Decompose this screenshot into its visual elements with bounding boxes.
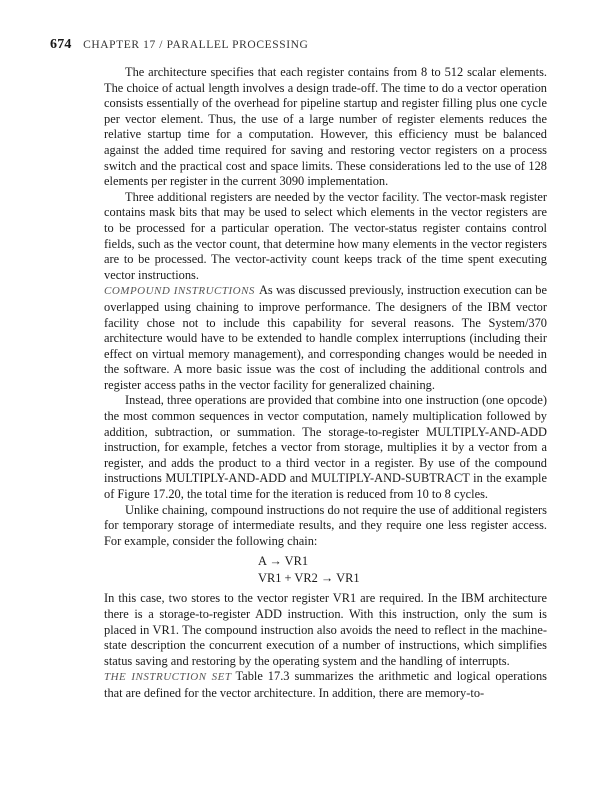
page-number: 674 [50,37,72,52]
chain-line-2: VR1 + VR2 → VR1 [258,571,360,586]
paragraph-compound-operations: Instead, three operations are provided that combine into one instruction (one opcode) the most common sequences in vector computation, namely multiplication followed by addition, subtraction, or summation. The storage-to-register MULTIPLY-AND-ADD instruction, for example, fetches a vector from storage, multiplies it by a vector from a register, and adds the product to a third vector in a register. By use of the compound instructions MULTIPLY-AND-ADD and MULTIPLY-AND-SUBTRACT in the example of Figure 17.20, the total time for the iteration is reduced from 10 to 8 cycles. [104,393,547,502]
paragraph-additional-registers: Three additional registers are needed by the vector facility. The vector-mask register contains mask bits that may be used to select which elements in the vector registers are to be processed for a particular operation. The vector-status register contains control fields, such as the vector count, that determine how many elements in the vector registers are to be processed. The vector-activity count keeps track of the time spent executing vector instructions. [104,189,547,282]
section-instruction-set [104,669,547,701]
chain-example [104,553,547,587]
section-compound-instructions [104,283,547,393]
paragraph-two-stores: In this case, two stores to the vector register VR1 are required. In the IBM architecture there is a storage-to-register ADD instruction. With this instruction, only the sum is placed in VR1. The compound instruction also avoids the need to reflect in the machine-state description the concurrent execution of a number of instructions, which simplifies status saving and restoring by the operating system and the handling of interrupts. [104,591,547,668]
paragraph-instruction-set: Table 17.3 summarizes the arithmetic and logical operations that are defined for the vector architecture. In addition, there are memory-to- [104,669,547,700]
paragraph-register-length: The architecture specifies that each register contains from 8 to 512 scalar elements. The choice of actual length involves a design trade-off. The time to do a vector operation consists essentially of the overhead for pipeline startup and register filling plus one cycle per vector element. Thus, the use of a large number of register elements reduces the relative startup time for a computation. However, this efficiency must be balanced against the added time required for saving and restoring vector registers on a process switch and the practical cost and space limits. These considerations led to the use of 128 elements per register in the current 3090 implementation. [104,65,547,189]
chapter-title: CHAPTER 17 / PARALLEL PROCESSING [83,39,309,51]
chain-line-1: A → VR1 [258,554,309,569]
section-heading-compound: COMPOUND INSTRUCTIONS [104,285,255,298]
paragraph-unlike-chaining: Unlike chaining, compound instructions do not require the use of additional registers for temporary storage of intermediate results, and they require one less register access. For example, consider the following chain: [104,502,547,548]
running-head [50,36,308,53]
section-heading-instruction-set: THE INSTRUCTION SET [104,671,232,684]
body-text [104,65,547,702]
paragraph-chaining: As was discussed previously, instruction execution can be overlapped using chaining to improve performance. The designers of the IBM vector facility chose not to include this capability for several reasons. The System/370 architecture would have to be extended to handle complex interruptions (including their effect on virtual memory management), and corresponding changes would be needed in the software. A more basic issue was the cost of including the additional controls and register access paths in the vector facility for generalized chaining. [104,283,547,392]
